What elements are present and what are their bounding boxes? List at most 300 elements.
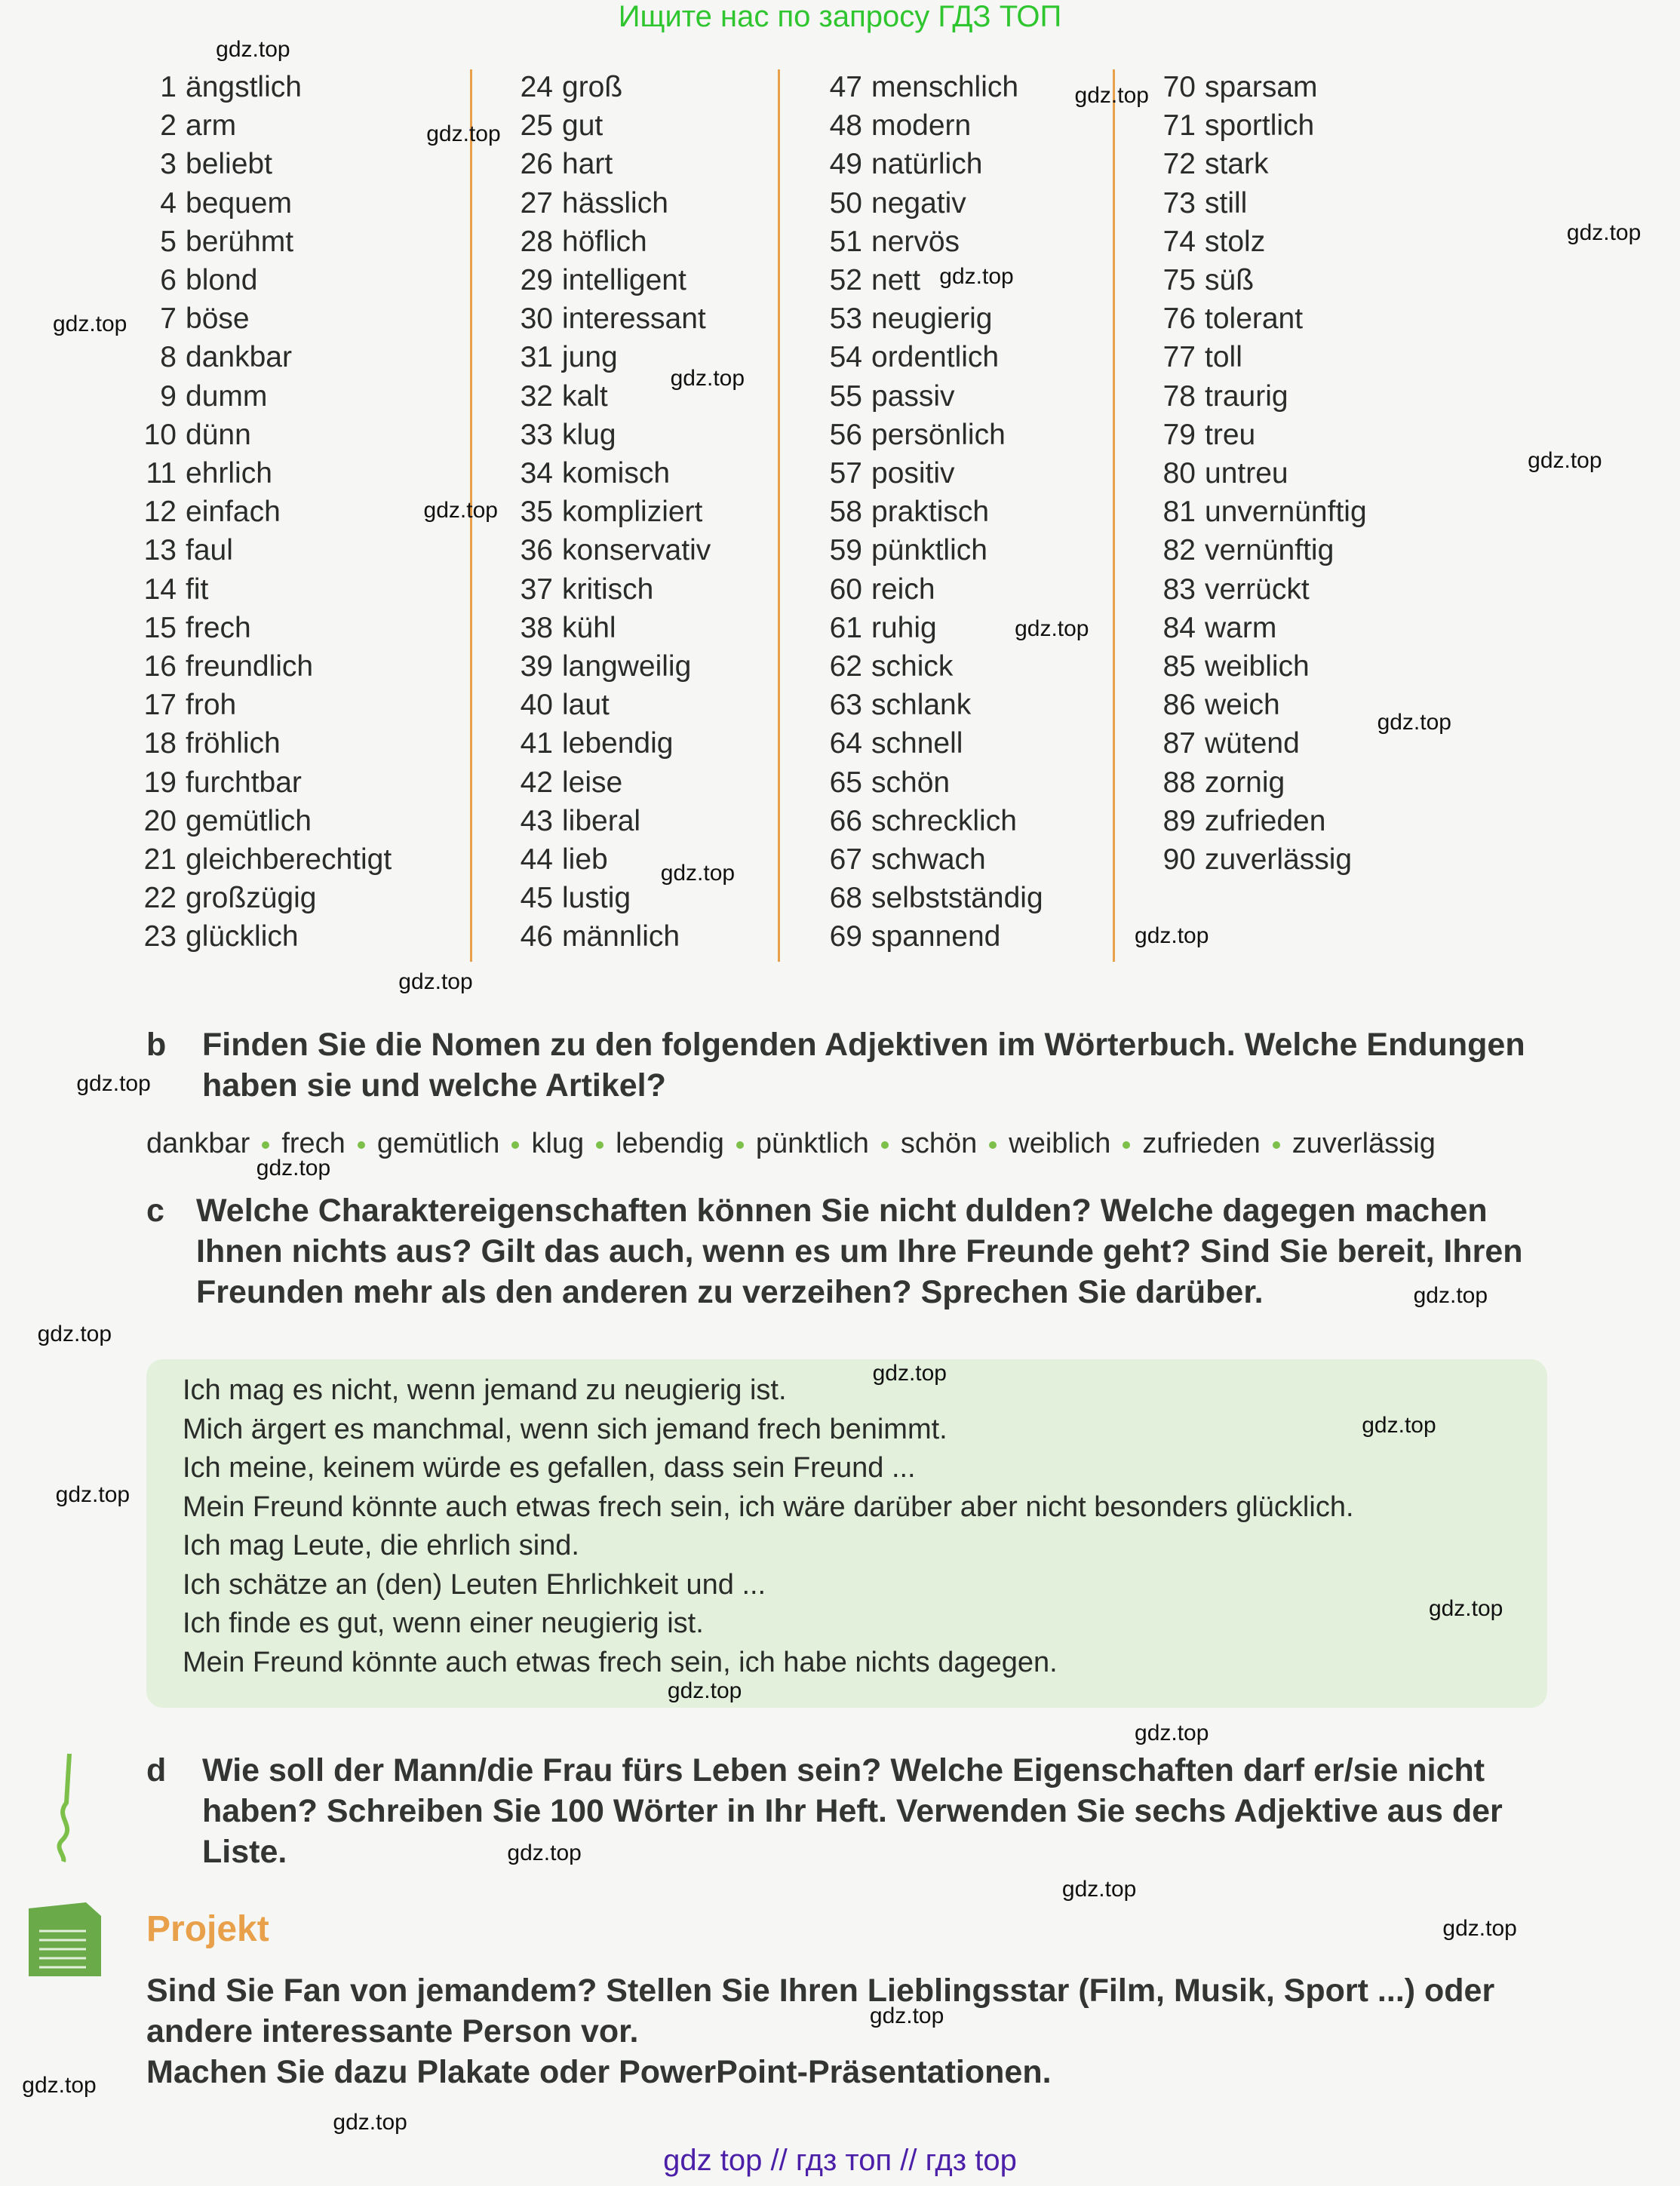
word-list-item	[508, 109, 604, 143]
word-text: modern	[871, 109, 972, 143]
word-text: weich	[1205, 689, 1280, 722]
word-number: 30	[520, 302, 553, 336]
word-text: interessant	[562, 302, 706, 336]
bullet-dot-icon	[262, 1141, 269, 1149]
word-list-item	[817, 459, 955, 488]
word-text: fit	[186, 573, 209, 606]
task-text-line: Ihnen nichts aus? Gilt das auch, wenn es um Ihre Freunde geht? Sind Sie bereit, Ihren	[196, 1233, 1523, 1270]
word-text: lustig	[562, 882, 631, 915]
word-list-item	[1150, 227, 1265, 256]
word-number: 42	[520, 766, 553, 799]
watermark-text: gdz.top	[1413, 1282, 1488, 1308]
word-list-item	[508, 420, 616, 450]
word-list-item	[817, 613, 937, 643]
word-list-item	[508, 575, 653, 604]
word-text: fröhlich	[186, 727, 281, 760]
watermark-text: gdz.top	[869, 2003, 944, 2029]
word-text: hässlich	[562, 186, 668, 220]
watermark-text: gdz.top	[1528, 447, 1602, 473]
word-number: 51	[829, 225, 862, 258]
word-number: 6	[160, 264, 177, 296]
word-text: glücklich	[186, 920, 299, 953]
word-text: gleichberechtigt	[186, 843, 392, 876]
watermark-text: gdz.top	[670, 365, 745, 391]
word-number: 19	[143, 766, 177, 799]
word-list-item	[1150, 379, 1288, 413]
word-list-item	[817, 652, 953, 681]
word-list-item	[508, 342, 618, 372]
word-list-item	[817, 266, 920, 295]
word-text: arm	[186, 109, 237, 143]
adjective-selection	[146, 1128, 1436, 1160]
word-text: dumm	[186, 379, 268, 413]
word-number: 76	[1162, 302, 1196, 336]
task-b	[146, 1024, 1617, 1106]
watermark-text: gdz.top	[398, 969, 473, 994]
word-number: 13	[143, 534, 177, 567]
word-number: 43	[520, 804, 553, 837]
word-list-item	[508, 729, 673, 758]
adjective-item: gemütlich	[376, 1128, 500, 1159]
footer-links[interactable]: gdz top // гдз топ // гдз top	[663, 2144, 1017, 2177]
word-number: 50	[829, 186, 862, 220]
word-text: jung	[562, 341, 618, 374]
word-number: 41	[520, 727, 553, 760]
word-list-item	[131, 729, 281, 758]
watermark-text: gdz.top	[52, 311, 127, 336]
watermark-text: gdz.top	[1074, 82, 1149, 108]
adjective-item: schön	[900, 1128, 978, 1159]
word-text: schwach	[871, 843, 986, 876]
word-number: 7	[160, 302, 177, 336]
task-letter: d	[146, 1752, 167, 1788]
word-number: 15	[143, 611, 177, 644]
bullet-dot-icon	[1273, 1141, 1280, 1149]
word-text: verrückt	[1205, 573, 1310, 606]
word-list-item	[817, 768, 950, 797]
word-number: 56	[829, 418, 862, 451]
watermark-text: gdz.top	[76, 1070, 151, 1096]
word-text: berühmt	[186, 225, 294, 258]
word-list-item	[508, 227, 647, 256]
word-number: 8	[160, 341, 177, 374]
word-number: 64	[829, 727, 862, 760]
watermark-text: gdz.top	[1015, 616, 1089, 642]
word-list-item	[131, 613, 251, 643]
word-number: 57	[829, 457, 862, 490]
adjective-item: weiblich	[1009, 1128, 1111, 1159]
word-text: neugierig	[871, 302, 993, 336]
word-text: beliebt	[186, 148, 272, 181]
word-number: 2	[160, 109, 177, 143]
column-divider	[778, 69, 780, 962]
word-list-item	[508, 72, 622, 102]
watermark-text: gdz.top	[22, 2073, 97, 2098]
word-list-item	[1150, 729, 1300, 758]
task-text-line: haben sie und welche Artikel?	[202, 1067, 666, 1104]
word-text: freundlich	[186, 650, 314, 683]
example-sentence: Mein Freund könnte auch etwas frech sein, ich habe nichts dagegen.	[183, 1646, 1058, 1678]
word-number: 14	[143, 573, 177, 606]
watermark-text: gdz.top	[216, 36, 290, 62]
task-text-line: Freunden mehr als den anderen zu verzeihen? Sprechen Sie darüber.	[196, 1274, 1264, 1310]
word-number: 63	[829, 689, 862, 722]
word-number: 31	[520, 341, 553, 374]
word-number: 4	[160, 186, 177, 220]
bullet-dot-icon	[358, 1141, 365, 1149]
word-number: 79	[1162, 418, 1196, 451]
word-list-item	[817, 883, 1043, 913]
word-number: 44	[520, 843, 553, 876]
word-list-item	[817, 186, 966, 220]
word-number: 48	[829, 109, 862, 143]
word-list-item	[131, 459, 272, 488]
word-list-item	[1150, 652, 1310, 681]
word-list-item	[131, 806, 312, 836]
word-text: männlich	[562, 920, 680, 953]
adjective-item: zuverlässig	[1291, 1128, 1436, 1159]
word-text: dankbar	[186, 341, 292, 374]
word-list-item	[1150, 72, 1318, 102]
word-list-item	[131, 768, 302, 797]
word-list-item	[508, 652, 691, 681]
word-number: 67	[829, 843, 862, 876]
word-text: treu	[1205, 418, 1256, 451]
word-text: ehrlich	[186, 457, 272, 490]
word-text: weiblich	[1205, 650, 1310, 683]
word-list-item	[817, 227, 960, 256]
word-number: 35	[520, 496, 553, 529]
word-list-item	[131, 342, 292, 372]
word-text: faul	[186, 534, 233, 567]
word-number: 21	[143, 843, 177, 876]
adjective-item: lebendig	[616, 1128, 724, 1159]
word-number: 28	[520, 225, 553, 258]
word-number: 80	[1162, 457, 1196, 490]
word-text: untreu	[1205, 457, 1288, 490]
word-text: vernünftig	[1205, 534, 1334, 567]
word-text: frech	[186, 611, 251, 644]
watermark-text: gdz.top	[1428, 1596, 1503, 1622]
example-sentence: Ich meine, keinem würde es gefallen, dass sein Freund ...	[183, 1452, 916, 1484]
word-text: persönlich	[871, 418, 1006, 451]
word-text: tolerant	[1205, 302, 1304, 336]
word-list-item	[131, 690, 236, 720]
example-sentence: Ich finde es gut, wenn einer neugierig ist.	[183, 1607, 704, 1639]
bullet-dot-icon	[736, 1141, 744, 1149]
word-text: wütend	[1205, 727, 1300, 760]
word-text: schrecklich	[871, 804, 1017, 837]
word-number: 62	[829, 650, 862, 683]
word-text: zuverlässig	[1205, 843, 1353, 876]
word-list-item	[1150, 186, 1248, 220]
word-text: traurig	[1205, 379, 1288, 413]
word-number: 40	[520, 689, 553, 722]
task-d	[146, 1750, 1617, 1872]
word-text: liberal	[562, 804, 641, 837]
word-number: 82	[1162, 534, 1196, 567]
word-list-item	[131, 922, 299, 951]
task-letter: c	[146, 1193, 164, 1229]
watermark-text: gdz.top	[667, 1678, 742, 1704]
word-list-item	[508, 266, 686, 295]
word-list-item	[131, 149, 272, 179]
word-number: 3	[160, 148, 177, 181]
word-number: 86	[1162, 689, 1196, 722]
word-text: ruhig	[871, 611, 937, 644]
word-list-item	[508, 922, 680, 951]
watermark-text: gdz.top	[37, 1322, 112, 1347]
word-text: kritisch	[562, 573, 654, 606]
word-list-item	[1150, 266, 1254, 295]
word-text: sparsam	[1205, 71, 1318, 103]
word-text: blond	[186, 264, 258, 296]
watermark-text: gdz.top	[660, 860, 736, 886]
word-number: 53	[829, 302, 862, 336]
word-list-item	[1150, 149, 1269, 179]
project-text-line: Machen Sie dazu Plakate oder PowerPoint-Präsentationen.	[146, 2054, 1052, 2090]
word-list-item	[817, 342, 999, 372]
task-c	[146, 1190, 1617, 1313]
word-list-item	[508, 768, 622, 797]
word-text: praktisch	[871, 496, 990, 529]
word-number: 17	[143, 689, 177, 722]
word-list-item	[1150, 575, 1310, 604]
word-text: menschlich	[871, 71, 1019, 103]
word-text: schick	[871, 650, 954, 683]
word-text: froh	[186, 689, 237, 722]
word-number: 74	[1162, 225, 1196, 258]
word-list-item	[1150, 613, 1276, 643]
word-text: zufrieden	[1205, 804, 1326, 837]
word-text: leise	[562, 766, 623, 799]
word-number: 71	[1162, 109, 1196, 143]
word-number: 34	[520, 457, 553, 490]
word-list-item	[131, 109, 237, 143]
word-list-item	[131, 536, 233, 565]
word-number: 78	[1162, 379, 1196, 413]
watermark-text: gdz.top	[426, 121, 501, 147]
word-number: 12	[143, 496, 177, 529]
watermark-text: gdz.top	[333, 2109, 407, 2135]
word-text: kompliziert	[562, 496, 703, 529]
word-number: 46	[520, 920, 553, 953]
word-number: 9	[160, 379, 177, 413]
word-list-item	[131, 575, 208, 604]
word-text: nett	[871, 264, 921, 296]
word-text: still	[1205, 186, 1248, 220]
word-list-item	[508, 806, 640, 836]
word-text: gemütlich	[186, 804, 312, 837]
word-text: großzügig	[186, 882, 317, 915]
bullet-dot-icon	[881, 1141, 889, 1149]
word-number: 85	[1162, 650, 1196, 683]
word-number: 54	[829, 341, 862, 374]
word-number: 36	[520, 534, 553, 567]
example-sentence: Mein Freund könnte auch etwas frech sein, ich wäre darüber aber nicht besonders glücklich.	[183, 1491, 1354, 1523]
word-text: bequem	[186, 186, 292, 220]
word-number: 25	[520, 109, 553, 143]
word-text: böse	[186, 302, 250, 336]
word-text: negativ	[871, 186, 966, 220]
word-list-item	[131, 883, 316, 913]
word-text: nervös	[871, 225, 960, 258]
word-text: schnell	[871, 727, 963, 760]
column-divider	[1113, 69, 1115, 962]
word-list-item	[817, 420, 1006, 450]
word-text: ordentlich	[871, 341, 1000, 374]
adjective-item: frech	[281, 1128, 346, 1159]
word-text: dünn	[186, 418, 251, 451]
word-number: 89	[1162, 804, 1196, 837]
word-number: 66	[829, 804, 862, 837]
word-number: 1	[160, 71, 177, 103]
word-list-item	[508, 186, 668, 220]
word-list-item	[1150, 768, 1285, 797]
word-number: 38	[520, 611, 553, 644]
word-number: 20	[143, 804, 177, 837]
word-text: spannend	[871, 920, 1001, 953]
word-list-item	[1150, 109, 1315, 143]
word-number: 10	[143, 418, 177, 451]
word-number: 77	[1162, 341, 1196, 374]
word-text: konservativ	[562, 534, 711, 567]
word-list-item	[1150, 536, 1334, 565]
watermark-text: gdz.top	[872, 1361, 947, 1386]
word-text: klug	[562, 418, 616, 451]
watermark-text: gdz.top	[507, 1840, 582, 1865]
project-text	[146, 1970, 1617, 2092]
word-text: laut	[562, 689, 610, 722]
word-text: süß	[1205, 264, 1255, 296]
word-list-item	[1150, 497, 1367, 527]
word-number: 60	[829, 573, 862, 606]
word-number: 90	[1162, 843, 1196, 876]
word-list-item	[1150, 420, 1255, 450]
word-list-item	[817, 690, 971, 720]
word-list-item	[131, 266, 257, 295]
word-number: 83	[1162, 573, 1196, 606]
word-list-item	[1150, 690, 1280, 720]
word-text: höflich	[562, 225, 647, 258]
project-document-icon	[26, 1901, 104, 1979]
word-list-item	[131, 845, 392, 874]
word-text: schön	[871, 766, 951, 799]
word-list-item	[131, 186, 292, 220]
word-number: 68	[829, 882, 862, 915]
watermark-text: gdz.top	[1362, 1412, 1436, 1438]
example-sentence: Ich schätze an (den) Leuten Ehrlichkeit und ...	[183, 1568, 766, 1601]
word-text: gut	[562, 109, 604, 143]
watermark-text: gdz.top	[256, 1156, 331, 1181]
word-list-item	[131, 72, 302, 102]
word-number: 27	[520, 186, 553, 220]
word-number: 65	[829, 766, 862, 799]
task-text-line: Liste.	[202, 1834, 287, 1870]
word-text: kalt	[562, 379, 608, 413]
watermark-text: gdz.top	[1135, 1720, 1209, 1745]
word-text: groß	[562, 71, 623, 103]
watermark-text: gdz.top	[1566, 220, 1642, 246]
word-text: stark	[1205, 148, 1269, 181]
word-number: 45	[520, 882, 553, 915]
word-text: einfach	[186, 496, 281, 529]
word-list-item	[1150, 845, 1352, 874]
adjective-item: pünktlich	[755, 1128, 869, 1159]
word-text: hart	[562, 148, 613, 181]
word-text: furchtbar	[186, 766, 302, 799]
word-list-item	[508, 149, 613, 179]
word-list-item	[508, 536, 711, 565]
word-list-item	[817, 729, 963, 758]
word-list-item	[508, 497, 702, 527]
word-list-item	[131, 420, 251, 450]
word-number: 33	[520, 418, 553, 451]
word-number: 61	[829, 611, 862, 644]
word-list-item	[817, 845, 986, 874]
adjective-item: dankbar	[146, 1128, 250, 1159]
word-list-item	[1150, 806, 1325, 836]
word-list-item	[131, 227, 293, 256]
word-text: selbstständig	[871, 882, 1043, 915]
bullet-dot-icon	[511, 1141, 519, 1149]
word-list-item	[508, 613, 616, 643]
bullet-dot-icon	[596, 1141, 604, 1149]
word-text: intelligent	[562, 264, 686, 296]
watermark-text: gdz.top	[939, 263, 1014, 289]
bullet-dot-icon	[989, 1141, 997, 1149]
watermark-text: gdz.top	[1061, 1876, 1137, 1902]
word-number: 88	[1162, 766, 1196, 799]
word-text: kühl	[562, 611, 616, 644]
task-text-line: haben? Schreiben Sie 100 Wörter in Ihr Heft. Verwenden Sie sechs Adjektive aus der	[202, 1793, 1503, 1829]
word-text: sportlich	[1205, 109, 1315, 143]
word-list-item	[1150, 459, 1288, 488]
adjective-item: zufrieden	[1142, 1128, 1261, 1159]
word-list-item	[1150, 342, 1242, 372]
word-list-item	[508, 883, 631, 913]
task-text-line: Welche Charaktereigenschaften können Sie nicht dulden? Welche dagegen machen	[196, 1193, 1488, 1229]
word-number: 72	[1162, 148, 1196, 181]
example-sentence: Ich mag es nicht, wenn jemand zu neugierig ist.	[183, 1374, 787, 1406]
word-list-item	[508, 459, 670, 488]
word-list-item	[817, 806, 1017, 836]
project-text-line: Sind Sie Fan von jemandem? Stellen Sie Ihren Lieblingsstar (Film, Musik, Sport ...) oder	[146, 1973, 1495, 2009]
word-text: langweilig	[562, 650, 692, 683]
word-text: komisch	[562, 457, 671, 490]
word-number: 18	[143, 727, 177, 760]
word-list-item	[508, 302, 706, 336]
word-text: ängstlich	[186, 71, 302, 103]
word-number: 84	[1162, 611, 1196, 644]
word-number: 11	[146, 457, 177, 490]
word-list-item	[131, 302, 250, 336]
word-list-item	[131, 652, 313, 681]
watermark-text: gdz.top	[423, 498, 498, 523]
word-text: zornig	[1205, 766, 1285, 799]
word-text: warm	[1205, 611, 1277, 644]
word-text: lieb	[562, 843, 608, 876]
word-number: 58	[829, 496, 862, 529]
word-text: positiv	[871, 457, 955, 490]
word-number: 69	[829, 920, 862, 953]
word-number: 16	[143, 650, 177, 683]
search-banner[interactable]: Ищите нас по запросу ГДЗ ТОП	[618, 0, 1062, 33]
word-list-item	[817, 302, 993, 336]
word-number: 29	[520, 264, 553, 296]
word-list-item	[508, 690, 610, 720]
word-number: 22	[143, 882, 177, 915]
